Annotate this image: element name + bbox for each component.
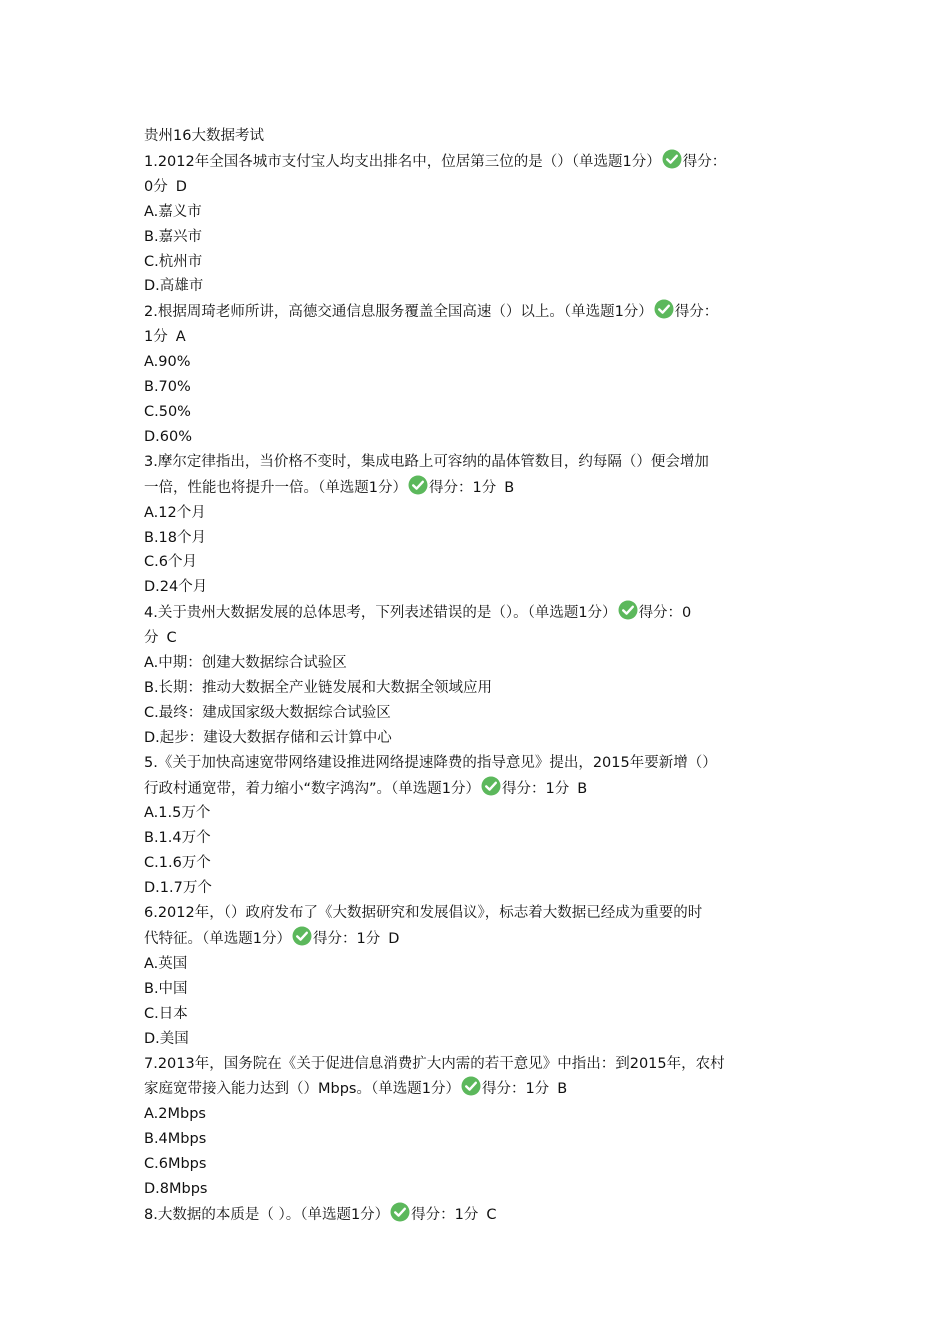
question-text-line: 2.根据周琦老师所讲，高德交通信息服务覆盖全国高速（）以上。（单选题1分） (144, 304, 653, 321)
score-label: 得分：1分 (481, 1081, 550, 1098)
answer-option: D.24个月 (144, 579, 208, 596)
answer-option: B.长期：推动大数据全产业链发展和大数据全领域应用 (144, 679, 493, 696)
score-label: 得分：1分 (428, 479, 497, 496)
question-text-line: 行政村通宽带，着力缩小“数字鸿沟”。（单选题1分） (144, 780, 480, 797)
check-circle-icon (654, 299, 674, 319)
question-text (144, 299, 824, 325)
check-circle-icon (461, 1076, 481, 1096)
score-continuation (144, 626, 824, 651)
answer-option: C.1.6万个 (144, 855, 211, 872)
question-text-line: 家庭宽带接入能力达到（）Mbps。（单选题1分） (144, 1081, 460, 1098)
question-text (144, 926, 824, 952)
question-text-line: 8.大数据的本质是（ ）。（单选题1分） (144, 1206, 390, 1223)
question-text (144, 450, 824, 475)
score-label: 得分：1分 (411, 1206, 479, 1223)
answer-option: A.90% (144, 354, 191, 371)
answer-option: B.中国 (144, 980, 188, 997)
score-continuation (144, 325, 824, 350)
answer-option: A.1.5万个 (144, 805, 211, 822)
check-circle-icon (408, 475, 428, 495)
answer-option: C.杭州市 (144, 253, 203, 270)
question-block (144, 600, 824, 750)
answer-option: A.12个月 (144, 504, 206, 521)
question-text-line: 7.2013年，国务院在《关于促进信息消费扩大内需的若干意见》中指出：到2015年，农村 (144, 1055, 725, 1072)
answer-letter: A (175, 329, 186, 346)
check-circle-icon (390, 1202, 410, 1222)
answer-option: A.2Mbps (144, 1106, 206, 1123)
check-circle-icon (662, 149, 682, 169)
question-block (144, 901, 824, 1051)
answer-option: A.中期：创建大数据综合试验区 (144, 655, 347, 672)
answer-letter: C (166, 630, 177, 647)
question-list (144, 149, 824, 1228)
answer-option: C.50% (144, 403, 191, 420)
score-label: 得分： (674, 304, 719, 321)
score-value: 1分 (144, 329, 168, 346)
question-block (144, 1052, 824, 1202)
question-text (144, 149, 824, 175)
question-text (144, 751, 824, 776)
score-label: 得分：0 (638, 605, 692, 622)
check-circle-icon (292, 926, 312, 946)
score-label: 得分：1分 (312, 931, 381, 947)
answer-letter: C (486, 1206, 497, 1223)
question-block (144, 1202, 824, 1228)
question-block (144, 149, 824, 299)
question-text-line: 代特征。（单选题1分） (144, 931, 291, 947)
check-circle-icon (618, 600, 638, 620)
answer-option: B.4Mbps (144, 1131, 207, 1148)
question-text (144, 1076, 824, 1102)
question-text-line: 5.《关于加快高速宽带网络建设推进网络提速降费的指导意见》提出，2015年要新增（） (144, 754, 717, 771)
question-block (144, 450, 824, 600)
question-text-line: 4.关于贵州大数据发展的总体思考，下列表述错误的是（）。（单选题1分） (144, 605, 617, 622)
question-text (144, 776, 824, 802)
question-text (144, 1052, 824, 1077)
answer-option: B.嘉兴市 (144, 228, 203, 245)
answer-letter: B (577, 780, 588, 797)
question-text-line: 一倍，性能也将提升一倍。（单选题1分） (144, 479, 407, 496)
score-label: 得分：1分 (502, 780, 570, 797)
score-continuation (144, 175, 824, 200)
answer-option: D.高雄市 (144, 278, 204, 295)
answer-option: A.英国 (144, 955, 188, 972)
score-value: 0分 (144, 178, 168, 195)
answer-option: C.6Mbps (144, 1156, 207, 1173)
answer-option: D.1.7万个 (144, 880, 212, 897)
question-text (144, 475, 824, 501)
answer-option: C.最终：建成国家级大数据综合试验区 (144, 704, 391, 721)
document-title: 贵州16大数据考试 (144, 128, 264, 144)
answer-option: D.美国 (144, 1030, 189, 1047)
answer-option: B.70% (144, 379, 191, 396)
score-label: 得分： (682, 153, 727, 170)
document-page (144, 124, 824, 1228)
answer-option: C.6个月 (144, 554, 197, 571)
answer-option: B.18个月 (144, 529, 207, 546)
question-text-line: 1.2012年全国各城市支付宝人均支出排名中，位居第三位的是（）（单选题1分） (144, 153, 661, 170)
score-value: 分 (144, 630, 159, 647)
answer-letter: D (388, 931, 400, 947)
answer-option: C.日本 (144, 1005, 188, 1022)
answer-option: D.8Mbps (144, 1181, 208, 1198)
answer-letter: B (557, 1081, 568, 1098)
question-text-line: 6.2012年，（）政府发布了《大数据研究和发展倡议》，标志着大数据已经成为重要的时 (144, 905, 703, 922)
answer-option: B.1.4万个 (144, 830, 211, 847)
question-block (144, 751, 824, 901)
question-text (144, 600, 824, 626)
question-text (144, 1202, 824, 1228)
check-circle-icon (481, 776, 501, 796)
answer-option: D.起步：建设大数据存储和云计算中心 (144, 729, 392, 746)
question-block (144, 299, 824, 449)
question-text (144, 901, 824, 926)
answer-option: A.嘉义市 (144, 203, 202, 220)
question-text-line: 3.摩尔定律指出，当价格不变时，集成电路上可容纳的晶体管数目，约每隔（）便会增加 (144, 453, 709, 470)
answer-letter: D (175, 178, 187, 195)
answer-letter: B (504, 479, 515, 496)
answer-option: D.60% (144, 428, 193, 445)
